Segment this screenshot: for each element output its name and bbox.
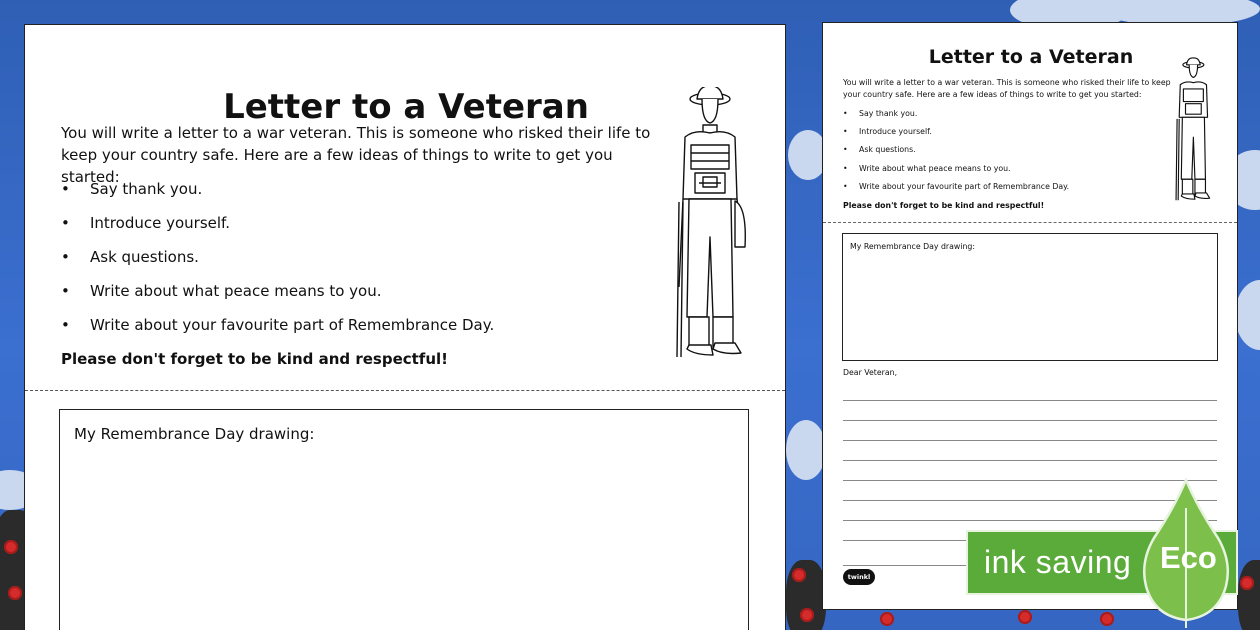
drawing-label: My Remembrance Day drawing: [74,425,315,443]
poppy [1240,576,1254,590]
soldier-illustration [675,87,755,367]
preview-ideas-list [843,109,1069,200]
list-item: • Introduce yourself. [61,214,661,248]
poppy [792,568,806,582]
ideas-list [61,180,661,350]
preview-drawing-box [842,233,1218,361]
preview-closing: Please don't forget to be kind and respectful! [843,201,1045,210]
salutation: Dear Veteran, [843,368,898,377]
poppy [800,608,814,622]
poppy [1018,610,1032,624]
list-item: • Ask questions. [843,145,1069,163]
cloud [1235,280,1260,350]
writing-line [843,460,1217,461]
list-item: • Say thank you. [61,180,661,214]
drawing-box [59,409,749,630]
list-item: • Write about your favourite part of Remembrance Day. [843,182,1069,200]
worksheet-page [24,24,786,630]
poppy [880,612,894,626]
list-item: • Introduce yourself. [843,127,1069,145]
writing-line [843,440,1217,441]
eco-label: Eco [1160,540,1217,575]
page-title: Letter to a Veteran [223,87,589,127]
preview-drawing-label: My Remembrance Day drawing: [850,242,975,251]
preview-intro: You will write a letter to a war veteran. This is someone who risked their life to keep your country safe. Here are a few ideas of things to write to get you started: [843,78,1171,99]
brand-logo: twinkl [843,569,875,585]
writing-line [843,420,1217,421]
list-item: • Write about what peace means to you. [61,282,661,316]
soldier-illustration [1175,57,1217,207]
writing-line [843,400,1217,401]
list-item: • Write about what peace means to you. [843,164,1069,182]
poppy [8,586,22,600]
cloud [786,420,826,480]
poppy [1100,612,1114,626]
list-item: • Write about your favourite part of Remembrance Day. [61,316,661,350]
cut-line [823,222,1237,223]
poppy [4,540,18,554]
closing-text: Please don't forget to be kind and respectful! [61,350,448,368]
list-item: • Say thank you. [843,109,1069,127]
ink-saving-text: ink saving [984,544,1132,580]
dark-foliage [1238,560,1260,630]
cut-line [25,390,785,391]
intro-text: You will write a letter to a war veteran. This is someone who risked their life to keep your country safe. Here are a few ideas of things to write to get you started: [61,124,651,186]
list-item: • Ask questions. [61,248,661,282]
preview-title: Letter to a Veteran [928,46,1134,68]
